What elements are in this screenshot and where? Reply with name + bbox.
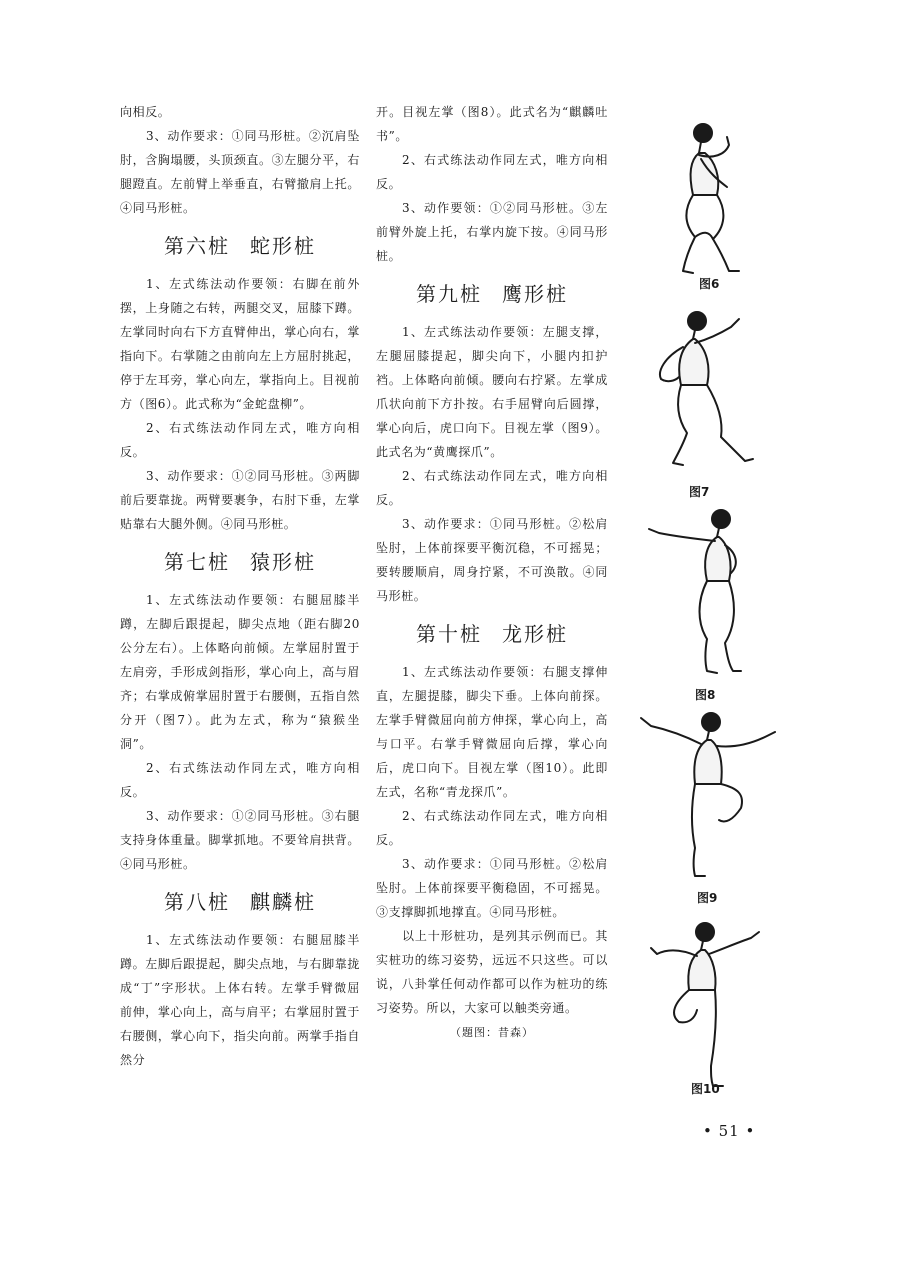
figure-10-illustration [639,918,769,1093]
paragraph: 以上十形桩功，是列其示例而已。其实桩功的练习姿势，远远不只这些。可以说，八卦掌任何动作都可以作为桩功的练习姿势。所以，大家可以触类旁通。 [376,929,608,1015]
paragraph: 2、右式练法动作同左式，唯方向相反。 [376,809,608,847]
heading-number: 第七桩 [164,550,230,574]
paragraph: 3、动作要求：①同马形桩。②松肩坠肘。上体前探要平衡稳固，不可摇晃。③支撑脚抓地撑直。④同马形桩。 [376,857,608,919]
figure-7-illustration [635,305,765,475]
paragraph: 3、动作要领：①②同马形桩。③左前臂外旋上托，右掌内旋下按。④同马形桩。 [376,201,608,263]
text-column-middle [376,100,608,1040]
heading-name: 龙形桩 [502,622,568,646]
figure-6-caption: 图6 [699,277,720,291]
figure-10-caption: 图10 [691,1082,720,1096]
section-heading-7 [120,546,360,578]
paragraph: 3、动作要求：①同马形桩。②松肩坠肘，上体前探要平衡沉稳，不可摇晃；要转腰顺肩，周身拧紧，不可涣散。④同马形桩。 [376,517,608,603]
paragraph: 2、右式练法动作同左式，唯方向相反。 [120,761,360,799]
paragraph: 向相反。 [120,105,171,119]
heading-name: 猿形桩 [250,550,316,574]
heading-name: 鹰形桩 [502,282,568,306]
figure-8-illustration [645,505,765,680]
text-column-left [120,100,360,1072]
paragraph: 3、动作要求：①②同马形桩。③两脚前后要靠拢。两臂要裹争，右肘下垂，左掌贴靠右大腿外侧。④同马形桩。 [120,469,360,531]
page-number: • 51 • [703,1122,756,1140]
paragraph: 2、右式练法动作同左式，唯方向相反。 [376,469,608,507]
paragraph: 1、左式练法动作要领：右腿屈膝半蹲，左脚后跟提起，脚尖点地（距右脚20公分左右）。上体略向前倾。左掌屈肘置于左肩旁，手形成剑指形，掌心向上，高与眉齐；右掌成俯掌屈肘置于右腰侧，五指自然分开（图7）。此为左式，称为“猿猴坐洞”。 [120,593,360,751]
paragraph: 1、左式练法动作要领：右腿支撑伸直，左腿提膝，脚尖下垂。上体向前探。左掌手臂微屈向前方伸探，掌心向上，高与口平。右掌手臂微屈向后撑，掌心向后，虎口向下。目视左掌（图10）。此即左式，名称“青龙探爪”。 [376,665,608,799]
heading-number: 第八桩 [164,890,230,914]
heading-number: 第十桩 [416,622,482,646]
heading-number: 第六桩 [164,234,230,258]
figure-8-caption: 图8 [695,688,716,702]
figure-column [625,110,785,1110]
paragraph: 3、动作要求：①②同马形桩。③右腿支持身体重量。脚掌抓地。不要耸肩拱背。④同马形桩。 [120,809,360,871]
paragraph: 2、右式练法动作同左式，唯方向相反。 [120,421,360,459]
illustration-credit: （題图：昔森） [450,1026,534,1039]
heading-number: 第九桩 [416,282,482,306]
paragraph: 1、左式练法动作要领：右脚在前外摆，上身随之右转，两腿交叉，屈膝下蹲。左掌同时向右下方直臂伸出，掌心向右，掌指向下。右掌随之由前向左上方屈肘挑起，停于左耳旁，掌心向左，掌指向上。目视前方（图6）。此式称为“金蛇盘柳”。 [120,277,360,411]
section-heading-8 [120,886,360,918]
paragraph: 开。目视左掌（图8）。此式名为“麒麟吐书”。 [376,105,608,143]
section-heading-9 [376,278,608,310]
paragraph: 1、左式练法动作要领：左腿支撑，左腿屈膝提起，脚尖向下，小腿内扣护裆。上体略向前倾。腰向右拧紧。左掌成爪状向前下方扑按。右手屈臂向后圆撑，掌心向后，虎口向下。目视左掌（图9）。此式名为“黄鹰探爪”。 [376,325,608,459]
paragraph: 2、右式练法动作同左式，唯方向相反。 [376,153,608,191]
heading-name: 麒麟桩 [250,890,316,914]
heading-name: 蛇形桩 [250,234,316,258]
section-heading-10 [376,618,608,650]
figure-9-illustration [633,708,783,883]
paragraph: 1、左式练法动作要领：右腿屈膝半蹲。左脚后跟提起，脚尖点地，与右脚靠拢成“丁”字形状。上体右转。左掌手臂微屈前伸，掌心向上，高与肩平；右掌屈肘置于右腰侧，掌心向下，指尖向前。两掌手指自然分 [120,933,360,1067]
figure-6-illustration [655,115,755,285]
section-heading-6 [120,230,360,262]
figure-7-caption: 图7 [689,485,710,499]
figure-9-caption: 图9 [697,891,718,905]
paragraph: 3、动作要求：①同马形桩。②沉肩坠肘，含胸塌腰，头顶颈直。③左腿分平，右腿蹬直。左前臂上举垂直，右臂撤肩上托。④同马形桩。 [120,129,360,215]
